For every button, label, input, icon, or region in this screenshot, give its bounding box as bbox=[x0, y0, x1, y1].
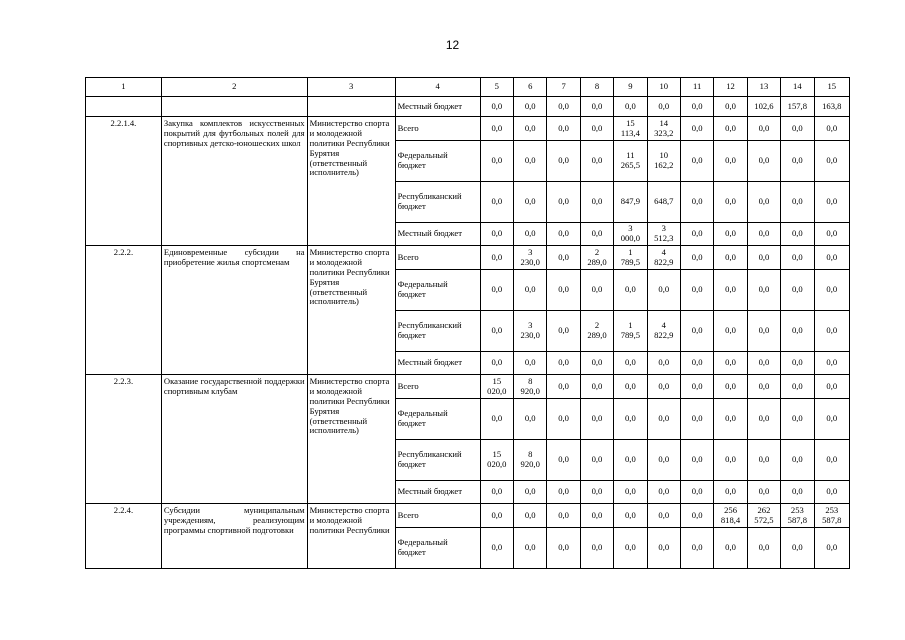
value-cell: 0,0 bbox=[747, 246, 780, 270]
value-cell: 0,0 bbox=[680, 270, 713, 311]
value-cell: 0,0 bbox=[514, 352, 547, 375]
value-cell: 0,0 bbox=[480, 117, 513, 141]
value-cell: 0,0 bbox=[680, 311, 713, 352]
value-cell: 0,0 bbox=[480, 141, 513, 182]
measure-code: 2.2.2. bbox=[86, 246, 162, 375]
value-cell: 0,0 bbox=[781, 270, 814, 311]
value-cell: 0,0 bbox=[514, 141, 547, 182]
value-cell: 0,0 bbox=[747, 223, 780, 246]
value-cell: 3 000,0 bbox=[614, 223, 647, 246]
value-cell: 0,0 bbox=[547, 246, 580, 270]
value-cell: 0,0 bbox=[547, 440, 580, 481]
column-header: 5 bbox=[480, 78, 513, 97]
value-cell: 0,0 bbox=[580, 399, 613, 440]
value-cell: 15 113,4 bbox=[614, 117, 647, 141]
value-cell: 0,0 bbox=[647, 375, 680, 399]
value-cell: 0,0 bbox=[580, 528, 613, 569]
value-cell: 0,0 bbox=[547, 182, 580, 223]
value-cell: 0,0 bbox=[680, 352, 713, 375]
value-cell: 0,0 bbox=[814, 481, 849, 504]
funding-source: Республиканский бюджет bbox=[395, 182, 480, 223]
value-cell: 0,0 bbox=[814, 117, 849, 141]
value-cell: 0,0 bbox=[514, 399, 547, 440]
measure-name: Субсидии муниципальным учреждениям, реализующим программы спортивной подготовки bbox=[161, 504, 307, 569]
column-header: 11 bbox=[680, 78, 713, 97]
value-cell: 0,0 bbox=[781, 246, 814, 270]
value-cell: 1 789,5 bbox=[614, 246, 647, 270]
value-cell: 0,0 bbox=[781, 481, 814, 504]
value-cell: 0,0 bbox=[781, 311, 814, 352]
value-cell: 4 822,9 bbox=[647, 246, 680, 270]
value-cell: 0,0 bbox=[680, 504, 713, 528]
value-cell: 0,0 bbox=[514, 481, 547, 504]
value-cell: 0,0 bbox=[714, 223, 747, 246]
value-cell: 0,0 bbox=[814, 182, 849, 223]
measure-code: 2.2.4. bbox=[86, 504, 162, 569]
value-cell: 0,0 bbox=[680, 97, 713, 117]
value-cell: 0,0 bbox=[747, 481, 780, 504]
value-cell: 0,0 bbox=[647, 481, 680, 504]
value-cell: 0,0 bbox=[480, 223, 513, 246]
value-cell: 8 920,0 bbox=[514, 440, 547, 481]
value-cell: 0,0 bbox=[714, 117, 747, 141]
column-header: 14 bbox=[781, 78, 814, 97]
funding-source: Местный бюджет bbox=[395, 223, 480, 246]
value-cell: 3 230,0 bbox=[514, 311, 547, 352]
value-cell: 0,0 bbox=[814, 270, 849, 311]
value-cell: 0,0 bbox=[514, 97, 547, 117]
value-cell: 0,0 bbox=[714, 311, 747, 352]
value-cell: 0,0 bbox=[680, 481, 713, 504]
measure-name: Единовременные субсидии на приобретение жилья спортсменам bbox=[161, 246, 307, 375]
value-cell: 3 230,0 bbox=[514, 246, 547, 270]
table-body bbox=[86, 78, 850, 569]
value-cell: 0,0 bbox=[614, 375, 647, 399]
executor-name: Министерство спорта и молодежной политики Республики Бурятия (ответственный исполнитель) bbox=[307, 375, 395, 504]
page-number: 12 bbox=[445, 38, 460, 52]
value-cell: 2 289,0 bbox=[580, 246, 613, 270]
value-cell: 0,0 bbox=[747, 311, 780, 352]
value-cell: 0,0 bbox=[580, 440, 613, 481]
value-cell: 0,0 bbox=[714, 375, 747, 399]
value-cell: 15 020,0 bbox=[480, 375, 513, 399]
value-cell: 0,0 bbox=[547, 399, 580, 440]
value-cell: 0,0 bbox=[480, 246, 513, 270]
funding-source: Федеральный бюджет bbox=[395, 399, 480, 440]
value-cell: 15 020,0 bbox=[480, 440, 513, 481]
value-cell: 0,0 bbox=[480, 352, 513, 375]
executor-name: Министерство спорта и молодежной политики Республики bbox=[307, 504, 395, 569]
column-header: 10 bbox=[647, 78, 680, 97]
funding-source: Федеральный бюджет bbox=[395, 270, 480, 311]
table-row bbox=[86, 504, 850, 528]
value-cell: 0,0 bbox=[514, 223, 547, 246]
value-cell: 0,0 bbox=[647, 270, 680, 311]
value-cell: 0,0 bbox=[747, 182, 780, 223]
value-cell: 0,0 bbox=[547, 352, 580, 375]
value-cell: 0,0 bbox=[781, 182, 814, 223]
source-cell: Местный бюджет bbox=[395, 97, 480, 117]
value-cell: 0,0 bbox=[714, 246, 747, 270]
value-cell: 253 587,8 bbox=[814, 504, 849, 528]
value-cell: 14 323,2 bbox=[647, 117, 680, 141]
value-cell: 0,0 bbox=[781, 528, 814, 569]
measure-name: Закупка комплектов искусственных покрытий для футбольных полей для спортивных детско-юношеских школ bbox=[161, 117, 307, 246]
value-cell: 157,8 bbox=[781, 97, 814, 117]
funding-source: Всего bbox=[395, 117, 480, 141]
name-cell bbox=[161, 97, 307, 117]
value-cell: 0,0 bbox=[614, 399, 647, 440]
value-cell: 0,0 bbox=[781, 117, 814, 141]
value-cell: 0,0 bbox=[580, 223, 613, 246]
funding-source: Всего bbox=[395, 375, 480, 399]
value-cell: 0,0 bbox=[580, 182, 613, 223]
funding-source: Местный бюджет bbox=[395, 352, 480, 375]
value-cell: 0,0 bbox=[714, 182, 747, 223]
value-cell: 0,0 bbox=[714, 528, 747, 569]
value-cell: 0,0 bbox=[547, 223, 580, 246]
column-header: 7 bbox=[547, 78, 580, 97]
value-cell: 0,0 bbox=[747, 117, 780, 141]
value-cell: 0,0 bbox=[580, 375, 613, 399]
value-cell: 0,0 bbox=[614, 97, 647, 117]
value-cell: 0,0 bbox=[814, 528, 849, 569]
value-cell: 0,0 bbox=[547, 97, 580, 117]
value-cell: 0,0 bbox=[714, 481, 747, 504]
value-cell: 0,0 bbox=[680, 440, 713, 481]
value-cell: 648,7 bbox=[647, 182, 680, 223]
value-cell: 0,0 bbox=[714, 141, 747, 182]
value-cell: 0,0 bbox=[747, 440, 780, 481]
value-cell: 0,0 bbox=[647, 97, 680, 117]
value-cell: 0,0 bbox=[680, 141, 713, 182]
value-cell: 0,0 bbox=[781, 141, 814, 182]
column-header: 3 bbox=[307, 78, 395, 97]
code-cell bbox=[86, 97, 162, 117]
table-row bbox=[86, 246, 850, 270]
value-cell: 0,0 bbox=[680, 375, 713, 399]
value-cell: 10 162,2 bbox=[647, 141, 680, 182]
column-header: 4 bbox=[395, 78, 480, 97]
measure-code: 2.2.3. bbox=[86, 375, 162, 504]
value-cell: 847,9 bbox=[614, 182, 647, 223]
value-cell: 2 289,0 bbox=[580, 311, 613, 352]
funding-source: Республиканский бюджет bbox=[395, 440, 480, 481]
funding-source: Федеральный бюджет bbox=[395, 528, 480, 569]
value-cell: 0,0 bbox=[514, 504, 547, 528]
measure-code: 2.2.1.4. bbox=[86, 117, 162, 246]
value-cell: 0,0 bbox=[747, 141, 780, 182]
value-cell: 0,0 bbox=[781, 440, 814, 481]
value-cell: 0,0 bbox=[614, 270, 647, 311]
executor-name: Министерство спорта и молодежной политики Республики Бурятия (ответственный исполнитель) bbox=[307, 246, 395, 375]
column-header: 2 bbox=[161, 78, 307, 97]
value-cell: 0,0 bbox=[580, 117, 613, 141]
value-cell: 0,0 bbox=[680, 223, 713, 246]
value-cell: 0,0 bbox=[480, 182, 513, 223]
funding-source: Республиканский бюджет bbox=[395, 311, 480, 352]
value-cell: 0,0 bbox=[781, 375, 814, 399]
value-cell: 0,0 bbox=[547, 270, 580, 311]
funding-source: Федеральный бюджет bbox=[395, 141, 480, 182]
column-header: 15 bbox=[814, 78, 849, 97]
value-cell: 0,0 bbox=[614, 528, 647, 569]
column-header: 9 bbox=[614, 78, 647, 97]
value-cell: 262 572,5 bbox=[747, 504, 780, 528]
column-header: 8 bbox=[580, 78, 613, 97]
value-cell: 0,0 bbox=[680, 117, 713, 141]
value-cell: 0,0 bbox=[814, 141, 849, 182]
value-cell: 0,0 bbox=[680, 399, 713, 440]
value-cell: 0,0 bbox=[547, 141, 580, 182]
value-cell: 0,0 bbox=[814, 223, 849, 246]
value-cell: 0,0 bbox=[580, 97, 613, 117]
value-cell: 0,0 bbox=[781, 399, 814, 440]
value-cell: 4 822,9 bbox=[647, 311, 680, 352]
value-cell: 0,0 bbox=[647, 352, 680, 375]
funding-source: Всего bbox=[395, 504, 480, 528]
column-header: 13 bbox=[747, 78, 780, 97]
value-cell: 0,0 bbox=[480, 481, 513, 504]
value-cell: 0,0 bbox=[714, 270, 747, 311]
value-cell: 0,0 bbox=[480, 504, 513, 528]
value-cell: 0,0 bbox=[614, 481, 647, 504]
value-cell: 0,0 bbox=[814, 311, 849, 352]
value-cell: 0,0 bbox=[714, 399, 747, 440]
value-cell: 8 920,0 bbox=[514, 375, 547, 399]
value-cell: 163,8 bbox=[814, 97, 849, 117]
value-cell: 102,6 bbox=[747, 97, 780, 117]
value-cell: 0,0 bbox=[814, 399, 849, 440]
value-cell: 0,0 bbox=[747, 375, 780, 399]
value-cell: 0,0 bbox=[747, 352, 780, 375]
value-cell: 0,0 bbox=[714, 97, 747, 117]
table-header-row bbox=[86, 78, 850, 97]
value-cell: 0,0 bbox=[747, 528, 780, 569]
funding-source: Всего bbox=[395, 246, 480, 270]
value-cell: 0,0 bbox=[580, 352, 613, 375]
value-cell: 1 789,5 bbox=[614, 311, 647, 352]
value-cell: 0,0 bbox=[647, 440, 680, 481]
value-cell: 0,0 bbox=[614, 504, 647, 528]
value-cell: 0,0 bbox=[680, 182, 713, 223]
value-cell: 0,0 bbox=[480, 311, 513, 352]
measure-name: Оказание государственной поддержки спортивным клубам bbox=[161, 375, 307, 504]
value-cell: 0,0 bbox=[514, 182, 547, 223]
table-row bbox=[86, 117, 850, 141]
value-cell: 0,0 bbox=[747, 270, 780, 311]
value-cell: 256 818,4 bbox=[714, 504, 747, 528]
value-cell: 0,0 bbox=[547, 117, 580, 141]
value-cell: 0,0 bbox=[814, 352, 849, 375]
table-row bbox=[86, 375, 850, 399]
value-cell: 0,0 bbox=[480, 528, 513, 569]
value-cell: 0,0 bbox=[547, 311, 580, 352]
value-cell: 0,0 bbox=[814, 440, 849, 481]
value-cell: 0,0 bbox=[747, 399, 780, 440]
value-cell: 0,0 bbox=[547, 375, 580, 399]
value-cell: 0,0 bbox=[580, 270, 613, 311]
value-cell: 0,0 bbox=[714, 352, 747, 375]
executor-name: Министерство спорта и молодежной политики Республики Бурятия (ответственный исполнитель) bbox=[307, 117, 395, 246]
value-cell: 0,0 bbox=[781, 223, 814, 246]
value-cell: 0,0 bbox=[580, 504, 613, 528]
value-cell: 0,0 bbox=[547, 528, 580, 569]
budget-table bbox=[85, 77, 850, 569]
value-cell: 0,0 bbox=[480, 399, 513, 440]
value-cell: 0,0 bbox=[814, 375, 849, 399]
value-cell: 11 265,5 bbox=[614, 141, 647, 182]
value-cell: 0,0 bbox=[647, 528, 680, 569]
value-cell: 253 587,8 bbox=[781, 504, 814, 528]
value-cell: 3 512,3 bbox=[647, 223, 680, 246]
table-row bbox=[86, 97, 850, 117]
value-cell: 0,0 bbox=[647, 504, 680, 528]
value-cell: 0,0 bbox=[547, 481, 580, 504]
column-header: 12 bbox=[714, 78, 747, 97]
value-cell: 0,0 bbox=[514, 117, 547, 141]
value-cell: 0,0 bbox=[480, 270, 513, 311]
executor-cell bbox=[307, 97, 395, 117]
value-cell: 0,0 bbox=[680, 246, 713, 270]
value-cell: 0,0 bbox=[514, 270, 547, 311]
value-cell: 0,0 bbox=[547, 504, 580, 528]
value-cell: 0,0 bbox=[580, 481, 613, 504]
value-cell: 0,0 bbox=[580, 141, 613, 182]
value-cell: 0,0 bbox=[614, 352, 647, 375]
column-header: 6 bbox=[514, 78, 547, 97]
value-cell: 0,0 bbox=[680, 528, 713, 569]
value-cell: 0,0 bbox=[714, 440, 747, 481]
value-cell: 0,0 bbox=[480, 97, 513, 117]
column-header: 1 bbox=[86, 78, 162, 97]
value-cell: 0,0 bbox=[781, 352, 814, 375]
value-cell: 0,0 bbox=[614, 440, 647, 481]
funding-source: Местный бюджет bbox=[395, 481, 480, 504]
value-cell: 0,0 bbox=[647, 399, 680, 440]
value-cell: 0,0 bbox=[814, 246, 849, 270]
value-cell: 0,0 bbox=[514, 528, 547, 569]
